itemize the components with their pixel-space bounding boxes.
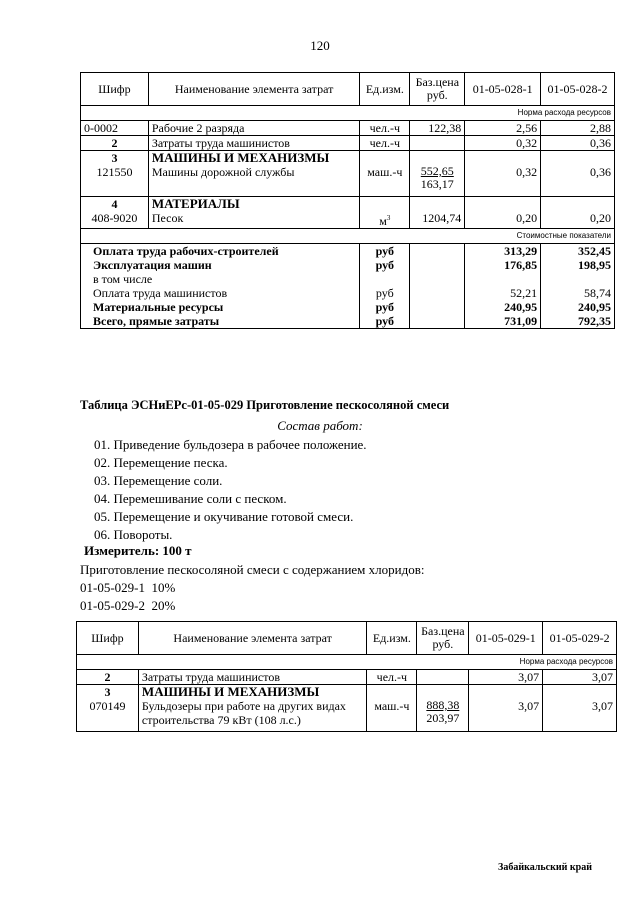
- description: Приготовление пескосоляной смеси с содержанием хлоридов:: [80, 562, 425, 577]
- page-number: 120: [310, 38, 330, 53]
- row-price: 1204,74: [410, 211, 465, 229]
- name-line1: Бульдозеры при работе на других видах: [141, 699, 346, 713]
- row-value-2: 3,07: [543, 699, 617, 731]
- row-price: [417, 699, 469, 731]
- variant-code: 01-05-029-1: [80, 580, 145, 595]
- row-unit: [360, 211, 410, 229]
- cost-value-2: 352,45: [541, 244, 615, 259]
- cost-unit: руб: [360, 300, 410, 314]
- norm-label-row: [81, 106, 615, 121]
- unit-text: м: [379, 213, 387, 228]
- cost-value-1: 240,95: [465, 300, 541, 314]
- row-price: 122,38: [410, 121, 465, 136]
- cost-value-2: 198,95: [541, 258, 615, 272]
- row-value-2: 0,20: [541, 211, 615, 229]
- base-price-line1: Баз.цена: [415, 75, 460, 89]
- work-item: 03. Перемещение соли.: [94, 473, 223, 488]
- cost-name: Оплата труда машинистов: [81, 286, 360, 300]
- row-unit: маш.-ч: [367, 699, 417, 731]
- row-name: Рабочие 2 разряда: [148, 121, 359, 136]
- work-composition-title: Состав работ:: [277, 418, 363, 433]
- row-value-2: 0,36: [541, 136, 615, 151]
- row-value-1: 3,07: [469, 699, 543, 731]
- norm-label: Норма расхода ресурсов: [81, 106, 615, 121]
- section-name: МАТЕРИАЛЫ: [148, 196, 359, 211]
- variant-value: 10%: [151, 580, 176, 595]
- row-unit: чел.-ч: [360, 121, 410, 136]
- cost-value-1: 176,85: [465, 258, 541, 272]
- cost-value-1: 52,21: [465, 286, 541, 300]
- cost-unit: руб: [360, 244, 410, 259]
- base-price-line2: руб.: [432, 637, 454, 651]
- section-code: 4: [81, 196, 149, 211]
- header-code: Шифр: [81, 73, 149, 106]
- cost-unit: руб: [360, 314, 410, 329]
- section-name: МАШИНЫ И МЕХАНИЗМЫ: [138, 685, 366, 700]
- cost-row: [81, 272, 615, 286]
- row-unit: чел.-ч: [360, 136, 410, 151]
- header-col1: 01-05-028-1: [465, 73, 541, 106]
- row-code: 121550: [81, 165, 149, 196]
- table-row: [81, 136, 615, 151]
- meter: Измеритель: 100 т: [84, 543, 192, 558]
- header-unit: Ед.изм.: [367, 622, 417, 655]
- work-item: 01. Приведение бульдозера в рабочее положение.: [94, 437, 367, 452]
- row-code: 408-9020: [81, 211, 149, 229]
- variant: [80, 598, 175, 614]
- cost-unit: руб: [360, 286, 410, 300]
- price-wage: 203,97: [426, 711, 460, 725]
- section-code: 3: [77, 685, 139, 700]
- cost-label-row: [81, 229, 615, 244]
- row-code: 2: [77, 670, 139, 685]
- work-item: 02. Перемещение песка.: [94, 455, 228, 470]
- cost-name: Всего, прямые затраты: [81, 314, 360, 329]
- row-price: [417, 670, 469, 685]
- variant-value: 20%: [151, 598, 176, 613]
- row-price: [410, 136, 465, 151]
- table-row: [77, 699, 617, 731]
- row-value-1: 0,20: [465, 211, 541, 229]
- work-item: 04. Перемешивание соли с песком.: [94, 491, 287, 506]
- cost-name: Эксплуатация машин: [81, 258, 360, 272]
- cost-row: [81, 300, 615, 314]
- cost-row: [81, 258, 615, 272]
- cost-value-2: 240,95: [541, 300, 615, 314]
- resource-table-1: [80, 72, 615, 329]
- header-col2: 01-05-028-2: [541, 73, 615, 106]
- row-value-2: 2,88: [541, 121, 615, 136]
- table-row: [77, 670, 617, 685]
- row-name: Затраты труда машинистов: [138, 670, 366, 685]
- cost-name: в том числе: [81, 272, 360, 286]
- header-col2: 01-05-029-2: [543, 622, 617, 655]
- work-item: 06. Повороты.: [94, 527, 173, 542]
- header-unit: Ед.изм.: [360, 73, 410, 106]
- resource-table-2: [76, 621, 617, 732]
- cost-value-2: 58,74: [541, 286, 615, 300]
- section-row: [81, 151, 615, 166]
- cost-row: [81, 286, 615, 300]
- table-row: [81, 165, 615, 196]
- row-unit: маш.-ч: [360, 165, 410, 196]
- variant-code: 01-05-029-2: [80, 598, 145, 613]
- price-total: 552,65: [420, 164, 454, 178]
- header-name: Наименование элемента затрат: [148, 73, 359, 106]
- row-value-2: 0,36: [541, 165, 615, 196]
- price-total: 888,38: [426, 698, 460, 712]
- header-code: Шифр: [77, 622, 139, 655]
- row-code: 2: [81, 136, 149, 151]
- table-row: [81, 121, 615, 136]
- row-name: Затраты труда машинистов: [148, 136, 359, 151]
- cost-name: Оплата труда рабочих-строителей: [81, 244, 360, 259]
- section-row: [81, 196, 615, 211]
- row-name: Песок: [148, 211, 359, 229]
- section-name: МАШИНЫ И МЕХАНИЗМЫ: [148, 151, 359, 166]
- variant: [80, 580, 175, 596]
- work-item: 05. Перемещение и окучивание готовой смеси.: [94, 509, 354, 524]
- unit-superscript: 3: [386, 213, 391, 222]
- row-value-1: 0,32: [465, 136, 541, 151]
- norm-label-row: [77, 655, 617, 670]
- row-name: [138, 699, 366, 731]
- base-price-line1: Баз.цена: [421, 624, 465, 638]
- cost-value-1: 731,09: [465, 314, 541, 329]
- row-value-1: 3,07: [469, 670, 543, 685]
- row-name: Машины дорожной службы: [148, 165, 359, 196]
- row-code: 070149: [77, 699, 139, 731]
- row-code: 0-0002: [81, 121, 149, 136]
- section-row: [77, 685, 617, 700]
- cost-name: Материальные ресурсы: [81, 300, 360, 314]
- header-name: Наименование элемента затрат: [138, 622, 366, 655]
- cost-row: [81, 314, 615, 329]
- row-value-1: 0,32: [465, 165, 541, 196]
- norm-label: Норма расхода ресурсов: [77, 655, 617, 670]
- table-title: Таблица ЭСНиЕРс-01-05-029 Приготовление пескосоляной смеси: [80, 398, 450, 412]
- footer-region: Забайкальский край: [498, 862, 592, 873]
- table-header-row: [81, 73, 615, 106]
- row-price: [410, 165, 465, 196]
- cost-label: Стоимостные показатели: [81, 229, 615, 244]
- header-col1: 01-05-029-1: [469, 622, 543, 655]
- row-value-2: 3,07: [543, 670, 617, 685]
- cost-value-2: 792,35: [541, 314, 615, 329]
- name-line2: строительства 79 кВт (108 л.с.): [141, 713, 301, 727]
- section-code: 3: [81, 151, 149, 166]
- price-wage: 163,17: [420, 177, 454, 191]
- row-unit: чел.-ч: [367, 670, 417, 685]
- row-value-1: 2,56: [465, 121, 541, 136]
- cost-row: [81, 244, 615, 259]
- table-header-row: [77, 622, 617, 655]
- cost-unit: руб: [360, 258, 410, 272]
- table-row: [81, 211, 615, 229]
- header-base-price: [417, 622, 469, 655]
- cost-value-1: 313,29: [465, 244, 541, 259]
- base-price-line2: руб.: [426, 88, 448, 102]
- header-base-price: [410, 73, 465, 106]
